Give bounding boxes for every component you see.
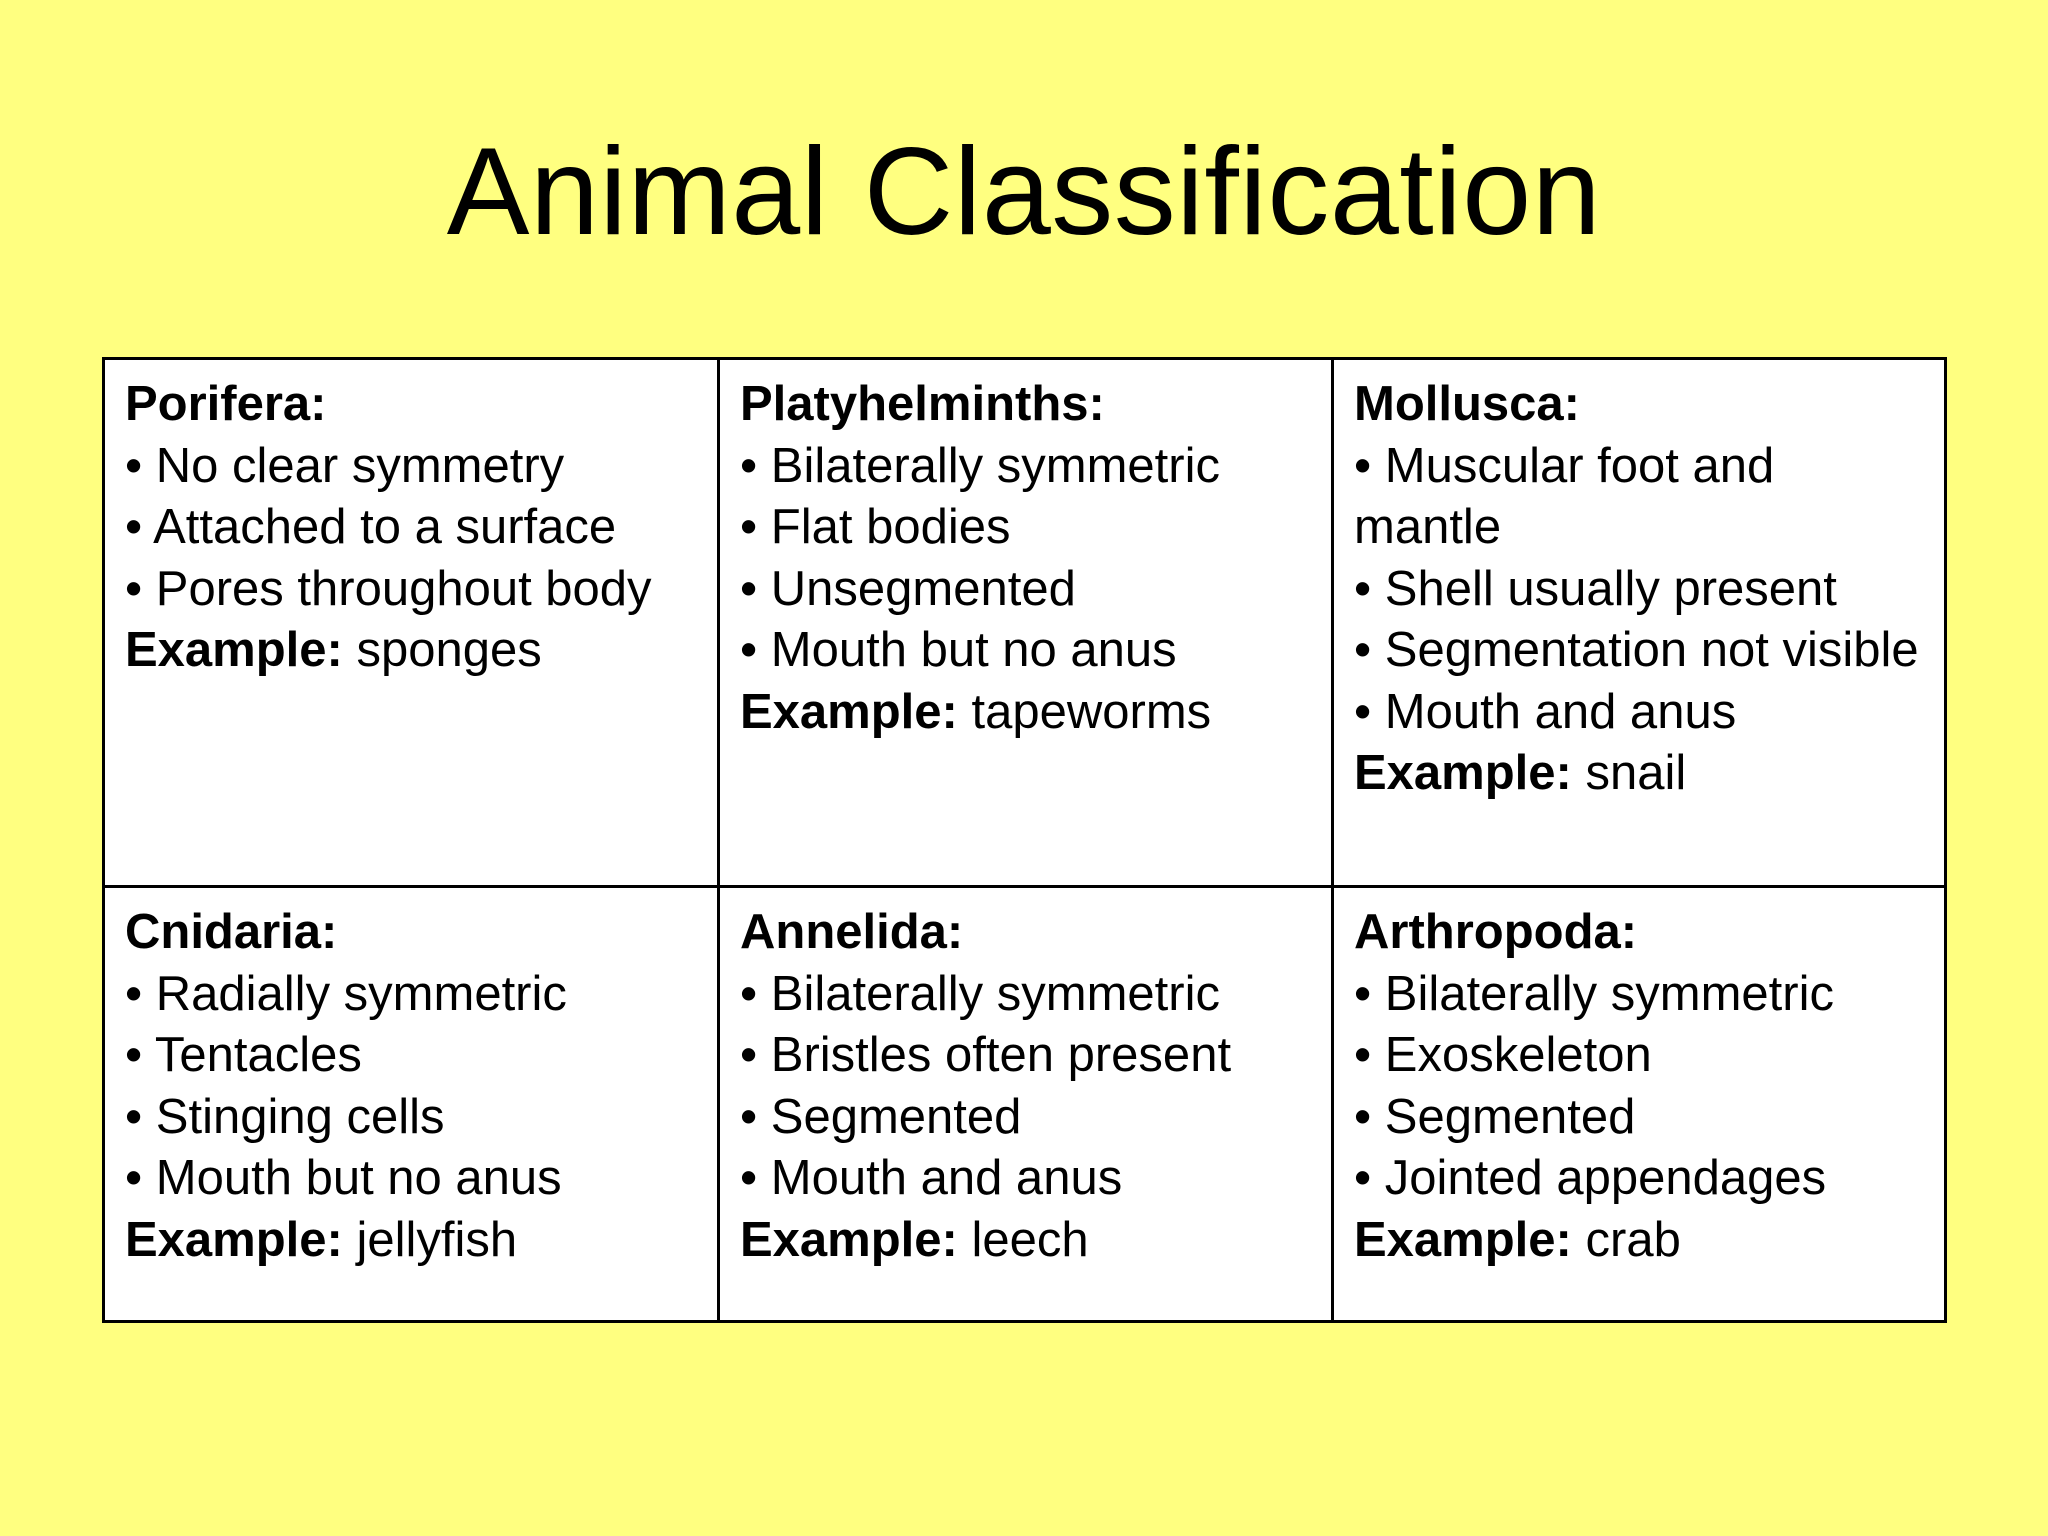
- example-value: sponges: [356, 623, 542, 677]
- trait-item: • Muscular foot and mantle: [1354, 438, 1775, 554]
- example-line: [125, 620, 697, 682]
- example-label: Example:: [1354, 746, 1572, 800]
- classification-table: [102, 357, 1947, 1323]
- phylum-name: Arthropoda:: [1354, 905, 1638, 959]
- trait-item: • Unsegmented: [740, 561, 1076, 616]
- trait-item: • Segmentation not visible: [1354, 623, 1919, 677]
- trait-item: • Jointed appendages: [1354, 1151, 1827, 1205]
- example-value: snail: [1585, 746, 1687, 800]
- example-line: [1354, 743, 1924, 805]
- trait-item: • Segmented: [740, 1089, 1022, 1144]
- cell-annelida: [720, 888, 1334, 1320]
- phylum-name: Cnidaria:: [125, 905, 338, 959]
- phylum-name: Platyhelminths:: [740, 377, 1105, 431]
- trait-item: • Bilaterally symmetric: [1354, 966, 1834, 1021]
- phylum-name: Mollusca:: [1354, 377, 1580, 431]
- trait-item: • Shell usually present: [1354, 561, 1837, 616]
- example-line: [125, 1210, 697, 1272]
- cell-mollusca: [1334, 360, 1944, 888]
- trait-item: • Radially symmetric: [125, 966, 567, 1021]
- trait-item: • Stinging cells: [125, 1089, 445, 1144]
- trait-item: • Bilaterally symmetric: [740, 438, 1220, 493]
- trait-item: • No clear symmetry: [125, 438, 565, 493]
- trait-item: • Exoskeleton: [1354, 1028, 1652, 1082]
- example-line: [1354, 1210, 1924, 1272]
- cell-porifera: [105, 360, 720, 888]
- trait-item: • Mouth but no anus: [740, 623, 1177, 677]
- example-value: tapeworms: [971, 684, 1212, 739]
- trait-item: • Bristles often present: [740, 1028, 1232, 1082]
- phylum-name: Porifera:: [125, 377, 327, 431]
- cell-cnidaria: [105, 888, 720, 1320]
- trait-item: • Segmented: [1354, 1089, 1636, 1144]
- trait-item: • Tentacles: [125, 1028, 362, 1082]
- example-label: Example:: [740, 684, 958, 739]
- trait-item: • Bilaterally symmetric: [740, 966, 1220, 1021]
- trait-item: • Mouth and anus: [740, 1151, 1123, 1205]
- example-line: [740, 682, 1311, 744]
- trait-item: • Mouth but no anus: [125, 1151, 562, 1205]
- trait-item: • Flat bodies: [740, 500, 1011, 554]
- phylum-name: Annelida:: [740, 905, 964, 959]
- cell-platyhelminths: [720, 360, 1334, 888]
- example-label: Example:: [740, 1212, 958, 1267]
- trait-item: • Pores throughout body: [125, 561, 652, 616]
- cell-arthropoda: [1334, 888, 1944, 1320]
- example-label: Example:: [125, 623, 343, 677]
- example-value: leech: [971, 1212, 1089, 1267]
- example-label: Example:: [1354, 1212, 1572, 1267]
- slide-title: Animal Classification: [446, 123, 1602, 261]
- example-line: [740, 1210, 1311, 1272]
- example-label: Example:: [125, 1212, 343, 1267]
- trait-item: • Mouth and anus: [1354, 684, 1737, 739]
- trait-item: • Attached to a surface: [125, 500, 617, 554]
- example-value: crab: [1585, 1212, 1681, 1267]
- example-value: jellyfish: [356, 1212, 518, 1267]
